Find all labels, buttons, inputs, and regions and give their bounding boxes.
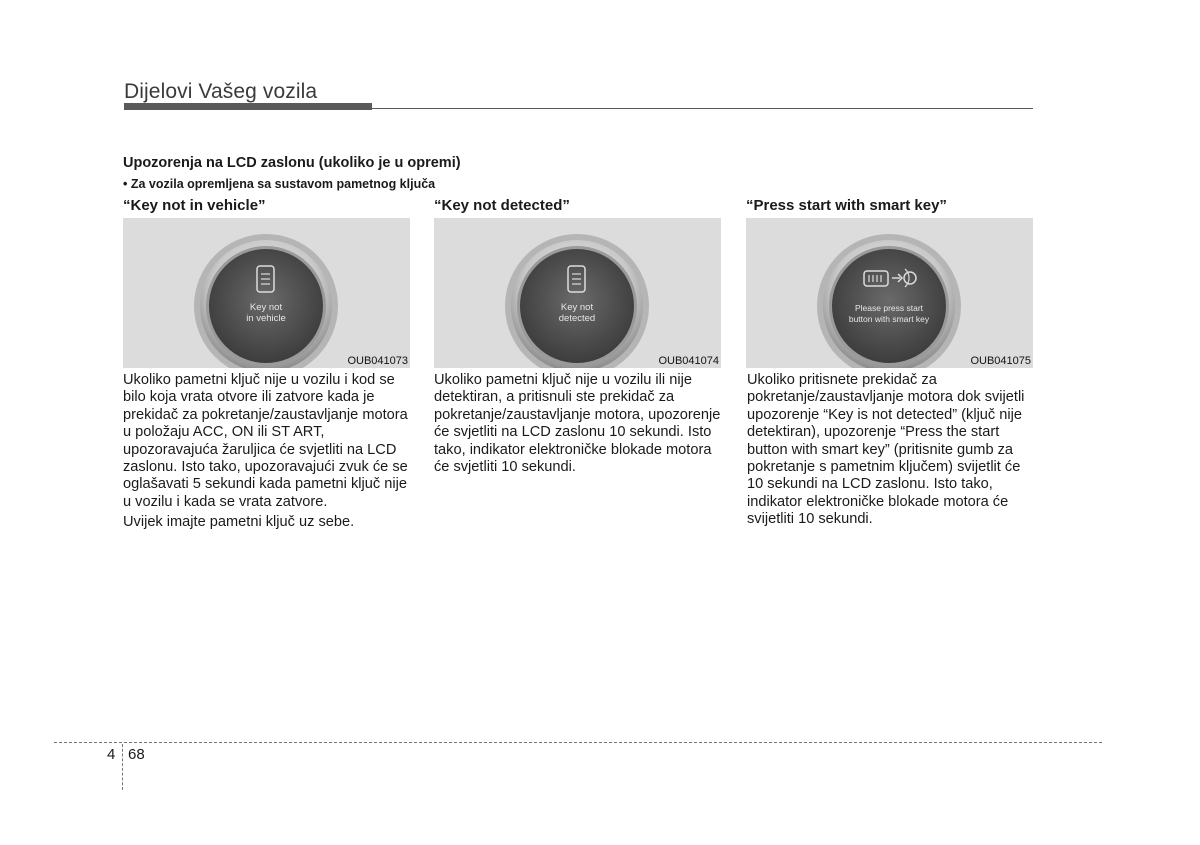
figure-code: OUB041073 (347, 355, 408, 367)
figure-code: OUB041075 (970, 355, 1031, 367)
column-body (434, 372, 724, 476)
paragraph: Ukoliko pametni ključ nije u vozilu i kod se bilo koja vrata otvore ili zatvore kada je prekidač za pokretanje/zaustavljanje motora u položaju ACC, ON ili ST ART, upozoravajuća žaruljica će svjetliti na LCD zaslonu. Isto tako, upozoravajući zvuk će se oglašavati 5 sekundi kada pametni ključ nije u vozilu i kada se vrata zatvore. (123, 372, 408, 510)
header-rule (372, 108, 1033, 109)
paragraph: Ukoliko pritisnete prekidač za pokretanje/zaustavljanje motora dok svijetli upozorenje “Key is not detected” (ključ nije detektiran), upozorenje “Press the start button with smart key” (pritisnite gumb za pokretanje s pametnim ključem) svijetlit će 10 sekundi na LCD zaslonu. Isto tako, indikator elektroničke blokade motora će svijetliti 10 sekundi. (747, 372, 1025, 528)
page-number: 68 (128, 746, 145, 763)
lcd-text-line1: Key not (249, 302, 283, 313)
footer-divider (122, 744, 123, 790)
paragraph: Uvijek imajte pametni ključ uz sebe. (123, 514, 355, 531)
column-press-start-with-smart-key (746, 196, 1036, 529)
column-heading: “Press start with smart key” (746, 197, 947, 214)
column-key-not-in-vehicle (123, 196, 413, 532)
footer-rule (54, 742, 1102, 743)
start-button-illustration (746, 218, 1033, 368)
figure-press-start (746, 218, 1033, 368)
lcd-text-line2: in vehicle (246, 313, 286, 324)
chapter-number: 4 (107, 746, 116, 763)
figure-key-not-detected (434, 218, 721, 368)
figure-code: OUB041074 (658, 355, 719, 367)
lcd-text-line1: Key not (560, 302, 594, 313)
start-button-illustration (123, 218, 410, 368)
column-body (123, 372, 413, 532)
lcd-text-line2: button with smart key (848, 314, 930, 324)
lcd-text-line2: detected (558, 313, 596, 324)
start-button-illustration (434, 218, 721, 368)
page-header-title: Dijelovi Vašeg vozila (124, 80, 318, 103)
paragraph: Ukoliko pametni ključ nije u vozilu ili nije detektiran, a pritisnuli ste prekidač za pokretanje/zaustavljanje motora, upozorenje će svjetliti na LCD zaslonu 10 sekundi. Isto tako, indikator elektroničke blokade motora će svjetliti 10 sekundi. (434, 372, 721, 476)
figure-key-not-in-vehicle (123, 218, 410, 368)
header-accent-bar (124, 103, 372, 110)
column-heading: “Key not in vehicle” (123, 197, 266, 214)
column-heading: “Key not detected” (434, 197, 570, 214)
column-body (746, 372, 1036, 529)
lcd-text-line1: Please press start (854, 303, 924, 313)
column-key-not-detected (434, 196, 724, 476)
section-title: Upozorenja na LCD zaslonu (ukoliko je u opremi) (123, 155, 461, 171)
section-bullet: • Za vozila opremljena sa sustavom pametnog ključa (123, 177, 436, 191)
